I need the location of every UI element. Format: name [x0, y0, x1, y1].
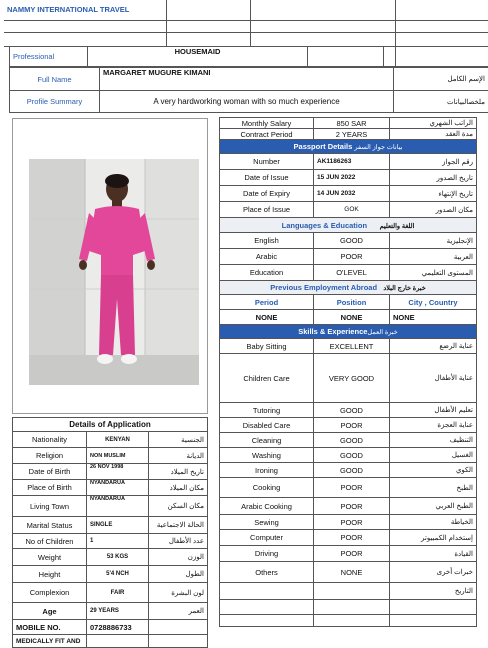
contract-row: Monthly Salary 850 SAR الراتب الشهري [220, 118, 477, 129]
application-row: Place of Birth NYANDARUA مكان الميلاد [13, 480, 208, 496]
skill-row: التاريخ [220, 583, 477, 600]
application-row: Nationality KENYAN الجنسية [13, 432, 208, 448]
skill-row: Tutoring GOOD تعليم الأطفال [220, 403, 477, 418]
woman-in-pink-uniform-photo [29, 159, 199, 385]
skill-row: Washing GOOD الغسيل [220, 448, 477, 463]
language-row: English GOOD الإنجليزية [220, 233, 477, 249]
passport-title: Passport Details [294, 142, 353, 151]
application-header: Details of Application [13, 418, 208, 432]
employment-headers: Period Position City , Country [220, 295, 477, 310]
language-row: Arabic POOR العربية [220, 249, 477, 265]
skill-row: Ironing GOOD الكوي [220, 463, 477, 478]
employment-title: Previous Employment Abroad [270, 283, 377, 292]
application-row: Weight 53 KGS الوزن [13, 549, 208, 566]
employment-values: NONE NONE NONE [220, 310, 477, 325]
application-row: Age 29 YEARS العمر [13, 603, 208, 620]
application-row: Height 5'4 NCH الطول [13, 566, 208, 583]
application-row: Religion NON MUSLIM الديانة [13, 448, 208, 464]
skill-row: Arabic Cooking POOR الطبخ العربي [220, 498, 477, 515]
languages-section-header: Languages & Education اللغة والتعليم [220, 218, 477, 233]
application-row: Date of Birth 26 NOV 1998 تاريخ الميلاد [13, 464, 208, 480]
language-row: Education O'LEVEL المستوى التعليمي [220, 265, 477, 281]
employment-section-header: Previous Employment Abroad خبرة خارج البلاد [220, 281, 477, 295]
full-name-label: Full Name [10, 68, 100, 91]
skill-row: Baby Sitting EXCELLENT عناية الرضع [220, 339, 477, 354]
skill-row: Computer POOR إستخدام الكمبيوتر [220, 530, 477, 546]
passport-row: Place of Issue GOK مكان الصدور [220, 202, 477, 218]
full-name-value: MARGARET MUGURE KIMANI [100, 68, 394, 91]
passport-section-header: Passport Details بيانات جواز السفر [220, 140, 477, 154]
application-row: Complexion FAIR لون البشرة [13, 583, 208, 603]
application-row: MOBILE NO. 0728886733 [13, 620, 208, 635]
summary-value: A very hardworking woman with so much experience [100, 91, 394, 113]
skills-title: Skills & Experience [298, 327, 367, 336]
summary-label: Profile Summary [10, 91, 100, 113]
skill-row: Disabled Care POOR عناية العجزة [220, 418, 477, 433]
profession-value: HOUSEMAID [88, 47, 308, 67]
passport-row: Date of Issue 15 JUN 2022 تاريخ الصدور [220, 170, 477, 186]
portrait-photo [29, 159, 199, 385]
skill-row: Cooking POOR الطبخ [220, 478, 477, 498]
photo-frame [12, 118, 208, 414]
agency-name: NAMMY INTERNATIONAL TRAVEL [4, 0, 166, 20]
skill-row: Driving POOR القيادة [220, 546, 477, 562]
application-row: MEDICALLY FIT AND [13, 635, 208, 648]
application-row: No of Children 1 عدد الأطفال [13, 534, 208, 549]
skills-section-header: Skills & Experienceخبرة العمل [220, 325, 477, 339]
full-name-ar: الإسم الكامل [394, 68, 488, 91]
skill-row: Others NONE خبرات أخرى [220, 562, 477, 583]
application-row: Marital Status SINGLE الحالة الاجتماعية [13, 517, 208, 534]
application-row: Living Town NYANDARUA مكان السكن [13, 496, 208, 517]
skill-row: Children Care VERY GOOD عناية الأطفال [220, 354, 477, 403]
skill-row: Sewing POOR الخياطة [220, 515, 477, 530]
skill-row: Cleaning GOOD التنظيف [220, 433, 477, 448]
passport-row: Number AK1186263 رقم الجواز [220, 154, 477, 170]
right-column-table [219, 117, 477, 627]
summary-ar: ملخصالبيانات [394, 91, 488, 113]
languages-title: Languages & Education [282, 221, 367, 230]
profession-label: Professional [10, 47, 88, 67]
contract-row: Contract Period 2 YEARS مدة العقد [220, 129, 477, 140]
passport-row: Date of Expiry 14 JUN 2032 تاريخ الإنتهاء [220, 186, 477, 202]
application-table [12, 417, 208, 648]
